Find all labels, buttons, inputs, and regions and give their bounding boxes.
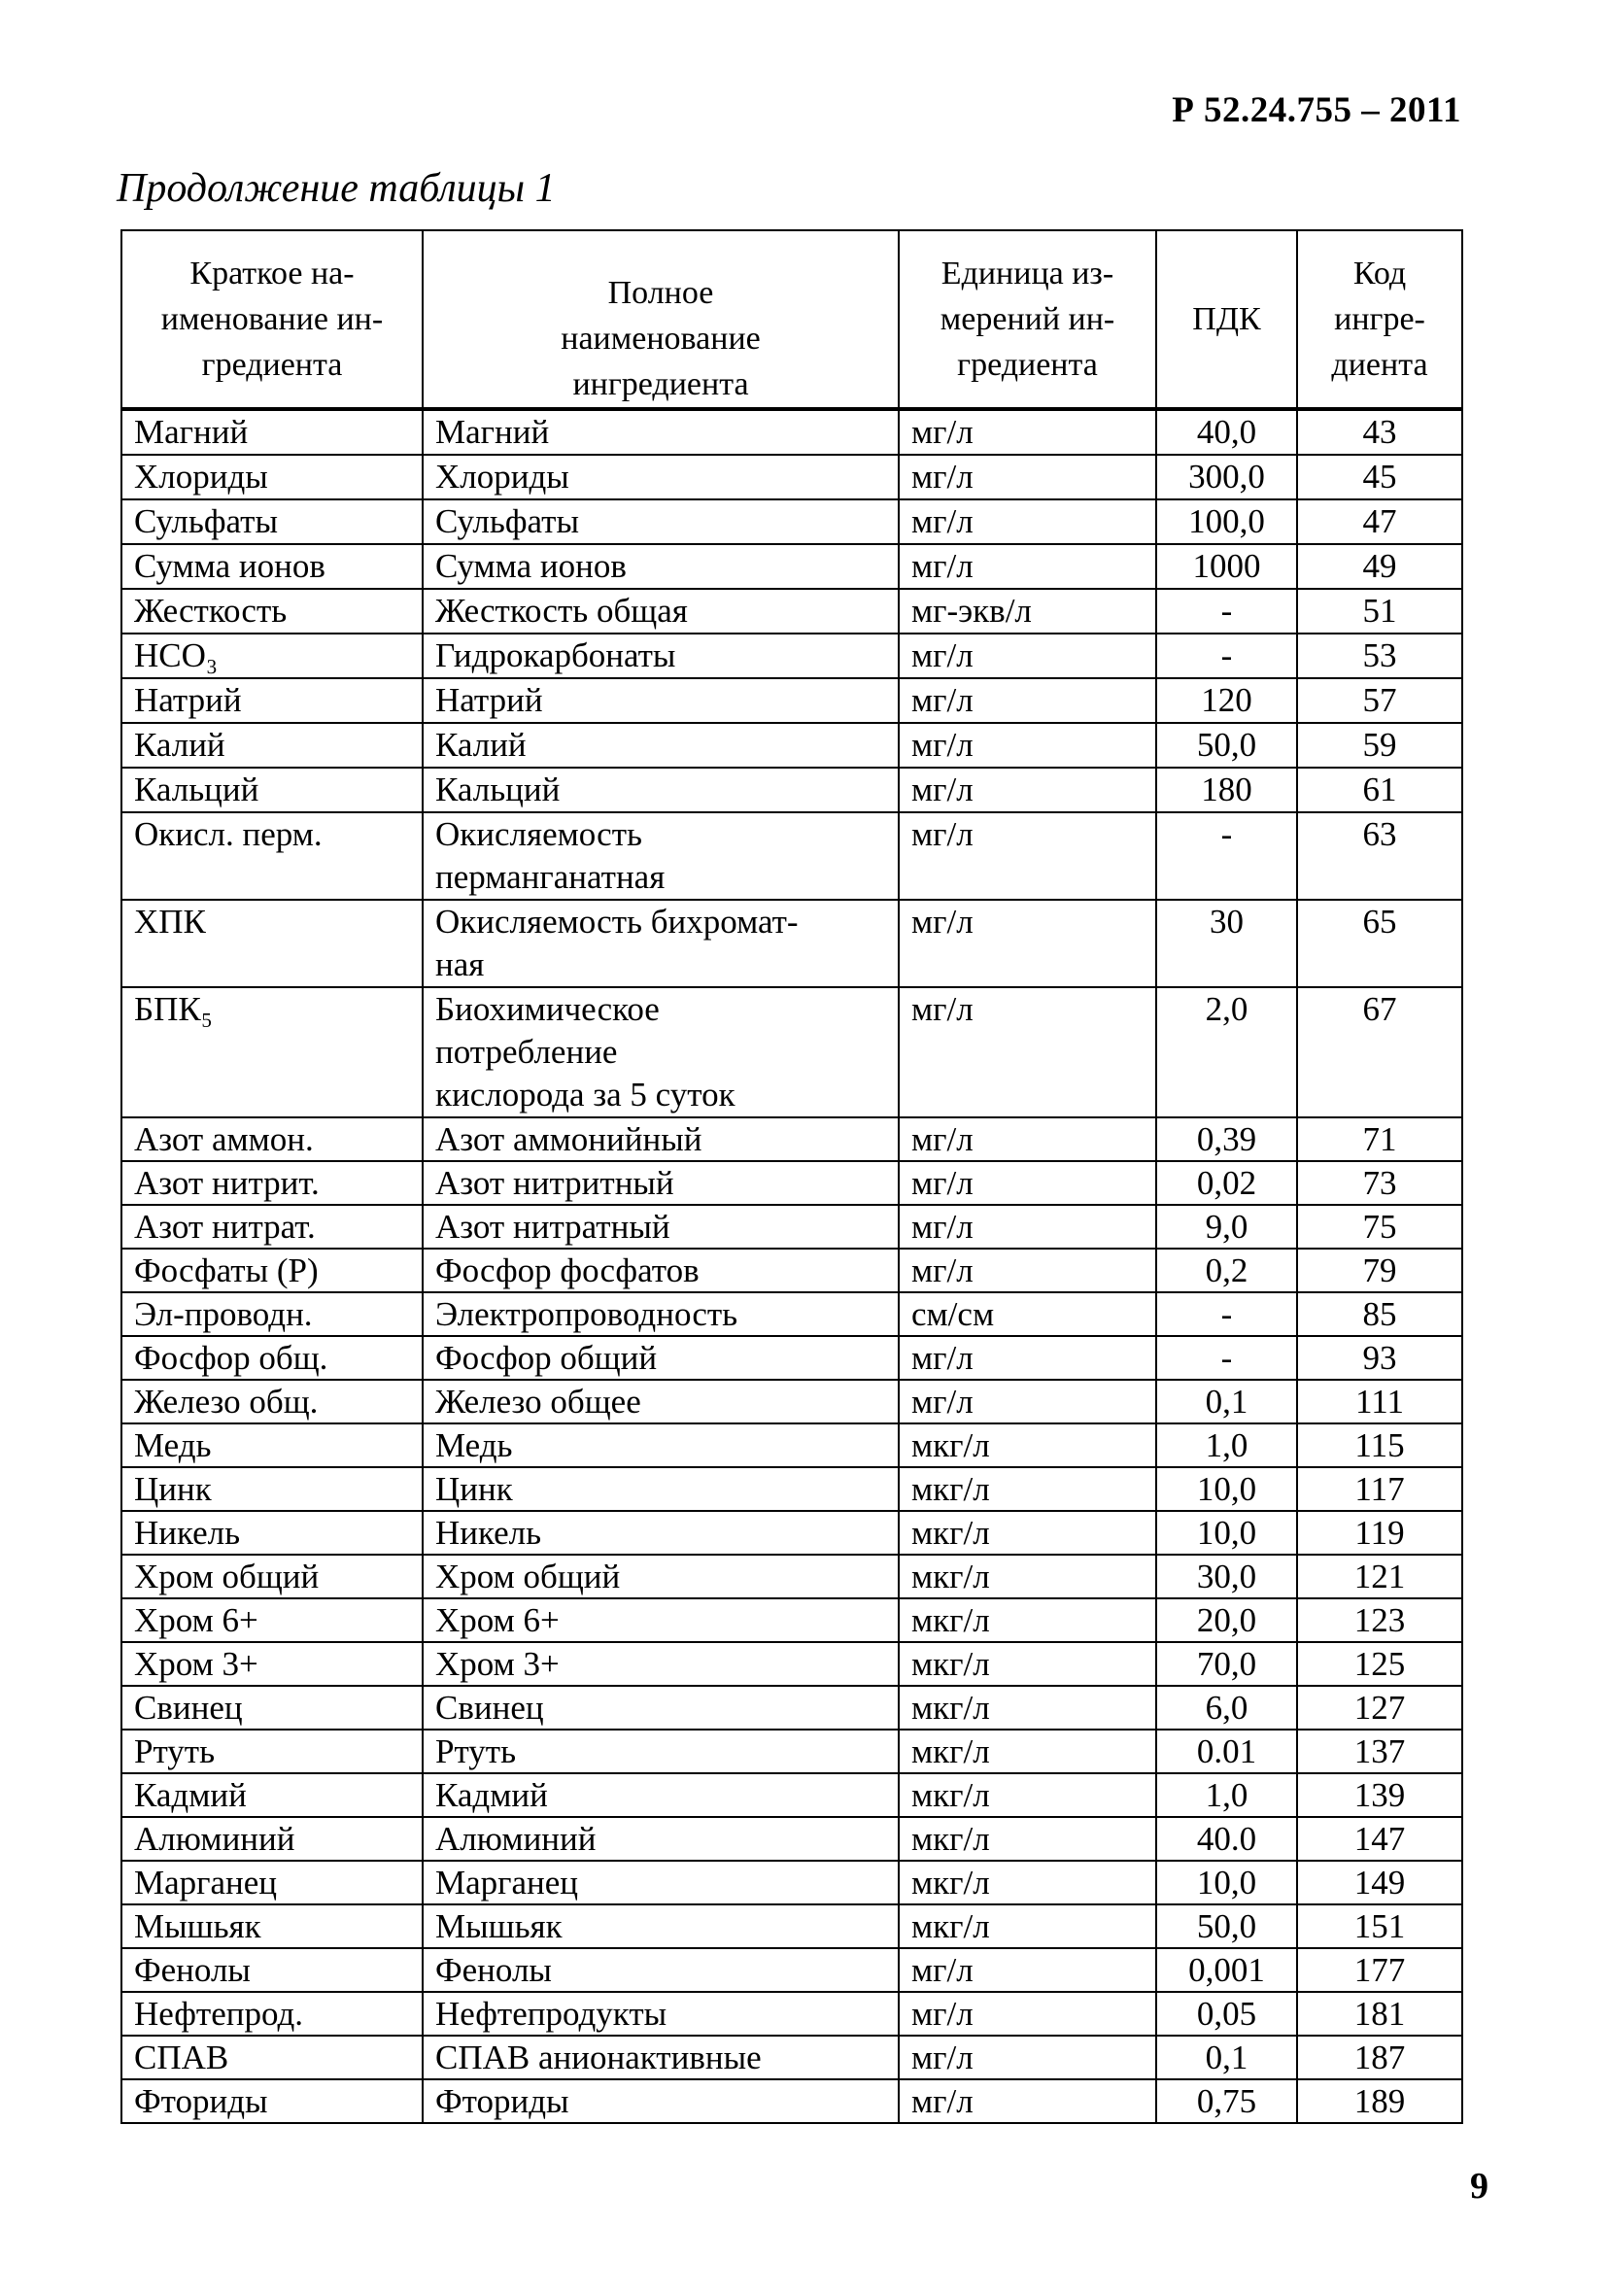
cell-code: 67 [1297,987,1462,1117]
cell-code: 139 [1297,1773,1462,1817]
table-row [121,1467,1462,1511]
cell-code: 151 [1297,1904,1462,1948]
cell-full-name: Ртуть [423,1730,899,1773]
ingredients-table [120,229,1463,2124]
cell-full-name: Азот аммонийный [423,1117,899,1161]
cell-short-name: Хлориды [121,455,423,499]
cell-unit: мкг/л [899,1423,1156,1467]
table-row [121,1904,1462,1948]
cell-short-name: Сумма ионов [121,544,423,589]
cell-unit: мг/л [899,409,1156,455]
cell-code: 115 [1297,1423,1462,1467]
cell-full-name: Электропроводность [423,1292,899,1336]
table-row [121,723,1462,768]
cell-pdk: 0,001 [1156,1948,1297,1992]
cell-unit: мг/л [899,544,1156,589]
cell-unit: мг/л [899,2036,1156,2079]
cell-unit: мг/л [899,2079,1156,2123]
cell-full-name: Хром 6+ [423,1598,899,1642]
cell-full-name: Хром 3+ [423,1642,899,1686]
cell-short-name: Хром 6+ [121,1598,423,1642]
cell-pdk: 10,0 [1156,1511,1297,1555]
table-row [121,409,1462,455]
cell-pdk: 30 [1156,900,1297,987]
table-row [121,589,1462,634]
cell-pdk: - [1156,589,1297,634]
cell-full-name: Мышьяк [423,1904,899,1948]
cell-short-name: Кальций [121,768,423,812]
cell-full-name: Сумма ионов [423,544,899,589]
cell-unit: мкг/л [899,1686,1156,1730]
cell-code: 149 [1297,1861,1462,1904]
table-row [121,812,1462,900]
cell-short-name: Калий [121,723,423,768]
cell-code: 119 [1297,1511,1462,1555]
cell-unit: мкг/л [899,1555,1156,1598]
cell-pdk: 10,0 [1156,1861,1297,1904]
table-row [121,1642,1462,1686]
cell-code: 47 [1297,499,1462,544]
cell-full-name: Жесткость общая [423,589,899,634]
cell-pdk: 0,39 [1156,1117,1297,1161]
cell-short-name: Жесткость [121,589,423,634]
cell-unit: мг/л [899,1948,1156,1992]
cell-short-name: Алюминий [121,1817,423,1861]
cell-code: 111 [1297,1380,1462,1423]
cell-short-name: Цинк [121,1467,423,1511]
cell-short-name: Азот нитрит. [121,1161,423,1205]
cell-unit: мг/л [899,768,1156,812]
cell-pdk: 100,0 [1156,499,1297,544]
cell-unit: мг/л [899,1992,1156,2036]
cell-code: 187 [1297,2036,1462,2079]
cell-short-name: Железо общ. [121,1380,423,1423]
table-row [121,678,1462,723]
cell-short-name: Азот аммон. [121,1117,423,1161]
table-caption: Продолжение таблицы 1 [117,166,556,211]
cell-pdk: 0,75 [1156,2079,1297,2123]
cell-full-name: Окисляемость бихромат- ная [423,900,899,987]
cell-unit: мкг/л [899,1773,1156,1817]
table-row [121,634,1462,678]
cell-pdk: 0.01 [1156,1730,1297,1773]
cell-code: 43 [1297,409,1462,455]
cell-full-name: Фосфор фосфатов [423,1249,899,1292]
header-short-name: Краткое на- именование ин- гредиента [121,230,423,409]
cell-full-name: Железо общее [423,1380,899,1423]
table-row [121,1249,1462,1292]
cell-short-name: БПК₅ [121,987,423,1117]
table-row [121,1511,1462,1555]
cell-full-name: Азот нитритный [423,1161,899,1205]
table-row [121,1555,1462,1598]
cell-unit: мг-экв/л [899,589,1156,634]
cell-pdk: 0,2 [1156,1249,1297,1292]
cell-pdk: - [1156,1336,1297,1380]
table-body [121,409,1462,2123]
document-code: Р 52.24.755 – 2011 [1172,90,1461,130]
cell-full-name: Фториды [423,2079,899,2123]
cell-full-name: Биохимическое потребление кислорода за 5 суток [423,987,899,1117]
cell-short-name: Фториды [121,2079,423,2123]
cell-code: 177 [1297,1948,1462,1992]
cell-short-name: Азот нитрат. [121,1205,423,1249]
cell-code: 61 [1297,768,1462,812]
table-row [121,1117,1462,1161]
cell-pdk: 50,0 [1156,1904,1297,1948]
cell-code: 125 [1297,1642,1462,1686]
cell-code: 51 [1297,589,1462,634]
cell-code: 75 [1297,1205,1462,1249]
cell-short-name: Медь [121,1423,423,1467]
cell-full-name: Натрий [423,678,899,723]
cell-code: 49 [1297,544,1462,589]
cell-pdk: 1,0 [1156,1773,1297,1817]
cell-code: 73 [1297,1161,1462,1205]
table-row [121,1161,1462,1205]
cell-unit: мкг/л [899,1598,1156,1642]
cell-code: 93 [1297,1336,1462,1380]
cell-unit: мг/л [899,499,1156,544]
cell-short-name: Фосфор общ. [121,1336,423,1380]
cell-pdk: 1,0 [1156,1423,1297,1467]
cell-full-name: Медь [423,1423,899,1467]
cell-short-name: Магний [121,409,423,455]
cell-pdk: 300,0 [1156,455,1297,499]
cell-code: 121 [1297,1555,1462,1598]
cell-pdk: 40,0 [1156,409,1297,455]
table-row [121,987,1462,1117]
cell-pdk: - [1156,1292,1297,1336]
cell-code: 53 [1297,634,1462,678]
cell-pdk: 0,1 [1156,2036,1297,2079]
cell-full-name: Окисляемость перманганатная [423,812,899,900]
table-row [121,1336,1462,1380]
cell-short-name: Кадмий [121,1773,423,1817]
cell-short-name: Хром общий [121,1555,423,1598]
cell-pdk: 30,0 [1156,1555,1297,1598]
table-header [121,230,1462,409]
table-row [121,1423,1462,1467]
cell-unit: мг/л [899,634,1156,678]
cell-short-name: Марганец [121,1861,423,1904]
cell-code: 85 [1297,1292,1462,1336]
table-row [121,1992,1462,2036]
cell-unit: мкг/л [899,1642,1156,1686]
cell-full-name: Фенолы [423,1948,899,1992]
cell-pdk: 120 [1156,678,1297,723]
cell-pdk: 0,02 [1156,1161,1297,1205]
cell-unit: мг/л [899,1117,1156,1161]
cell-short-name: Мышьяк [121,1904,423,1948]
cell-pdk: 6,0 [1156,1686,1297,1730]
cell-unit: мкг/л [899,1467,1156,1511]
cell-full-name: Гидрокарбонаты [423,634,899,678]
cell-unit: мкг/л [899,1511,1156,1555]
cell-full-name: Кадмий [423,1773,899,1817]
table-row [121,544,1462,589]
cell-pdk: 9,0 [1156,1205,1297,1249]
table-row [121,1686,1462,1730]
cell-full-name: Хлориды [423,455,899,499]
page-number: 9 [1470,2166,1488,2207]
cell-pdk: 2,0 [1156,987,1297,1117]
cell-unit: мг/л [899,1336,1156,1380]
cell-unit: мг/л [899,1161,1156,1205]
header-code: Код ингре- диента [1297,230,1462,409]
cell-full-name: Кальций [423,768,899,812]
table-row [121,455,1462,499]
cell-code: 63 [1297,812,1462,900]
table-row [121,1730,1462,1773]
table-row [121,1773,1462,1817]
table-row [121,2079,1462,2123]
cell-full-name: Алюминий [423,1817,899,1861]
header-pdk: ПДК [1156,230,1297,409]
cell-short-name: Фенолы [121,1948,423,1992]
header-full-name: Полное наименование ингредиента [423,230,899,409]
cell-code: 65 [1297,900,1462,987]
cell-short-name: Эл-проводн. [121,1292,423,1336]
table-row [121,1861,1462,1904]
cell-unit: мкг/л [899,1904,1156,1948]
table-row [121,900,1462,987]
cell-pdk: 180 [1156,768,1297,812]
cell-pdk: 10,0 [1156,1467,1297,1511]
cell-code: 181 [1297,1992,1462,2036]
cell-code: 45 [1297,455,1462,499]
cell-short-name: Хром 3+ [121,1642,423,1686]
cell-code: 117 [1297,1467,1462,1511]
cell-code: 147 [1297,1817,1462,1861]
cell-full-name: Магний [423,409,899,455]
header-unit: Единица из- мерений ин- гредиента [899,230,1156,409]
cell-unit: мкг/л [899,1730,1156,1773]
cell-full-name: Сульфаты [423,499,899,544]
cell-short-name: Сульфаты [121,499,423,544]
cell-pdk: - [1156,812,1297,900]
cell-pdk: 50,0 [1156,723,1297,768]
cell-unit: мкг/л [899,1861,1156,1904]
cell-pdk: 70,0 [1156,1642,1297,1686]
cell-pdk: 20,0 [1156,1598,1297,1642]
cell-unit: мг/л [899,1380,1156,1423]
cell-short-name: Натрий [121,678,423,723]
cell-code: 137 [1297,1730,1462,1773]
cell-unit: мг/л [899,987,1156,1117]
cell-full-name: СПАВ анионактивные [423,2036,899,2079]
cell-unit: мг/л [899,1249,1156,1292]
table-row [121,499,1462,544]
table-row [121,1948,1462,1992]
cell-unit: мг/л [899,455,1156,499]
cell-full-name: Азот нитратный [423,1205,899,1249]
table-row [121,2036,1462,2079]
cell-short-name: Никель [121,1511,423,1555]
cell-unit: см/см [899,1292,1156,1336]
table-row [121,1292,1462,1336]
cell-pdk: 1000 [1156,544,1297,589]
cell-code: 189 [1297,2079,1462,2123]
cell-full-name: Никель [423,1511,899,1555]
cell-full-name: Марганец [423,1861,899,1904]
cell-pdk: 0,05 [1156,1992,1297,2036]
cell-full-name: Нефтепродукты [423,1992,899,2036]
cell-unit: мг/л [899,678,1156,723]
cell-pdk: 40.0 [1156,1817,1297,1861]
cell-full-name: Свинец [423,1686,899,1730]
cell-short-name: Ртуть [121,1730,423,1773]
cell-unit: мг/л [899,723,1156,768]
cell-pdk: - [1156,634,1297,678]
cell-short-name: Нефтепрод. [121,1992,423,2036]
cell-full-name: Калий [423,723,899,768]
cell-short-name: Окисл. перм. [121,812,423,900]
cell-pdk: 0,1 [1156,1380,1297,1423]
cell-code: 123 [1297,1598,1462,1642]
cell-full-name: Фосфор общий [423,1336,899,1380]
cell-unit: мг/л [899,1205,1156,1249]
cell-short-name: Фосфаты (P) [121,1249,423,1292]
cell-code: 57 [1297,678,1462,723]
cell-unit: мг/л [899,812,1156,900]
table-row [121,1205,1462,1249]
cell-unit: мкг/л [899,1817,1156,1861]
table-row [121,1598,1462,1642]
cell-unit: мг/л [899,900,1156,987]
cell-code: 71 [1297,1117,1462,1161]
cell-short-name: HCO₃ [121,634,423,678]
cell-code: 79 [1297,1249,1462,1292]
table-row [121,1380,1462,1423]
cell-short-name: ХПК [121,900,423,987]
table-row [121,1817,1462,1861]
cell-short-name: СПАВ [121,2036,423,2079]
cell-full-name: Хром общий [423,1555,899,1598]
table-row [121,768,1462,812]
cell-code: 59 [1297,723,1462,768]
cell-full-name: Цинк [423,1467,899,1511]
cell-code: 127 [1297,1686,1462,1730]
cell-short-name: Свинец [121,1686,423,1730]
